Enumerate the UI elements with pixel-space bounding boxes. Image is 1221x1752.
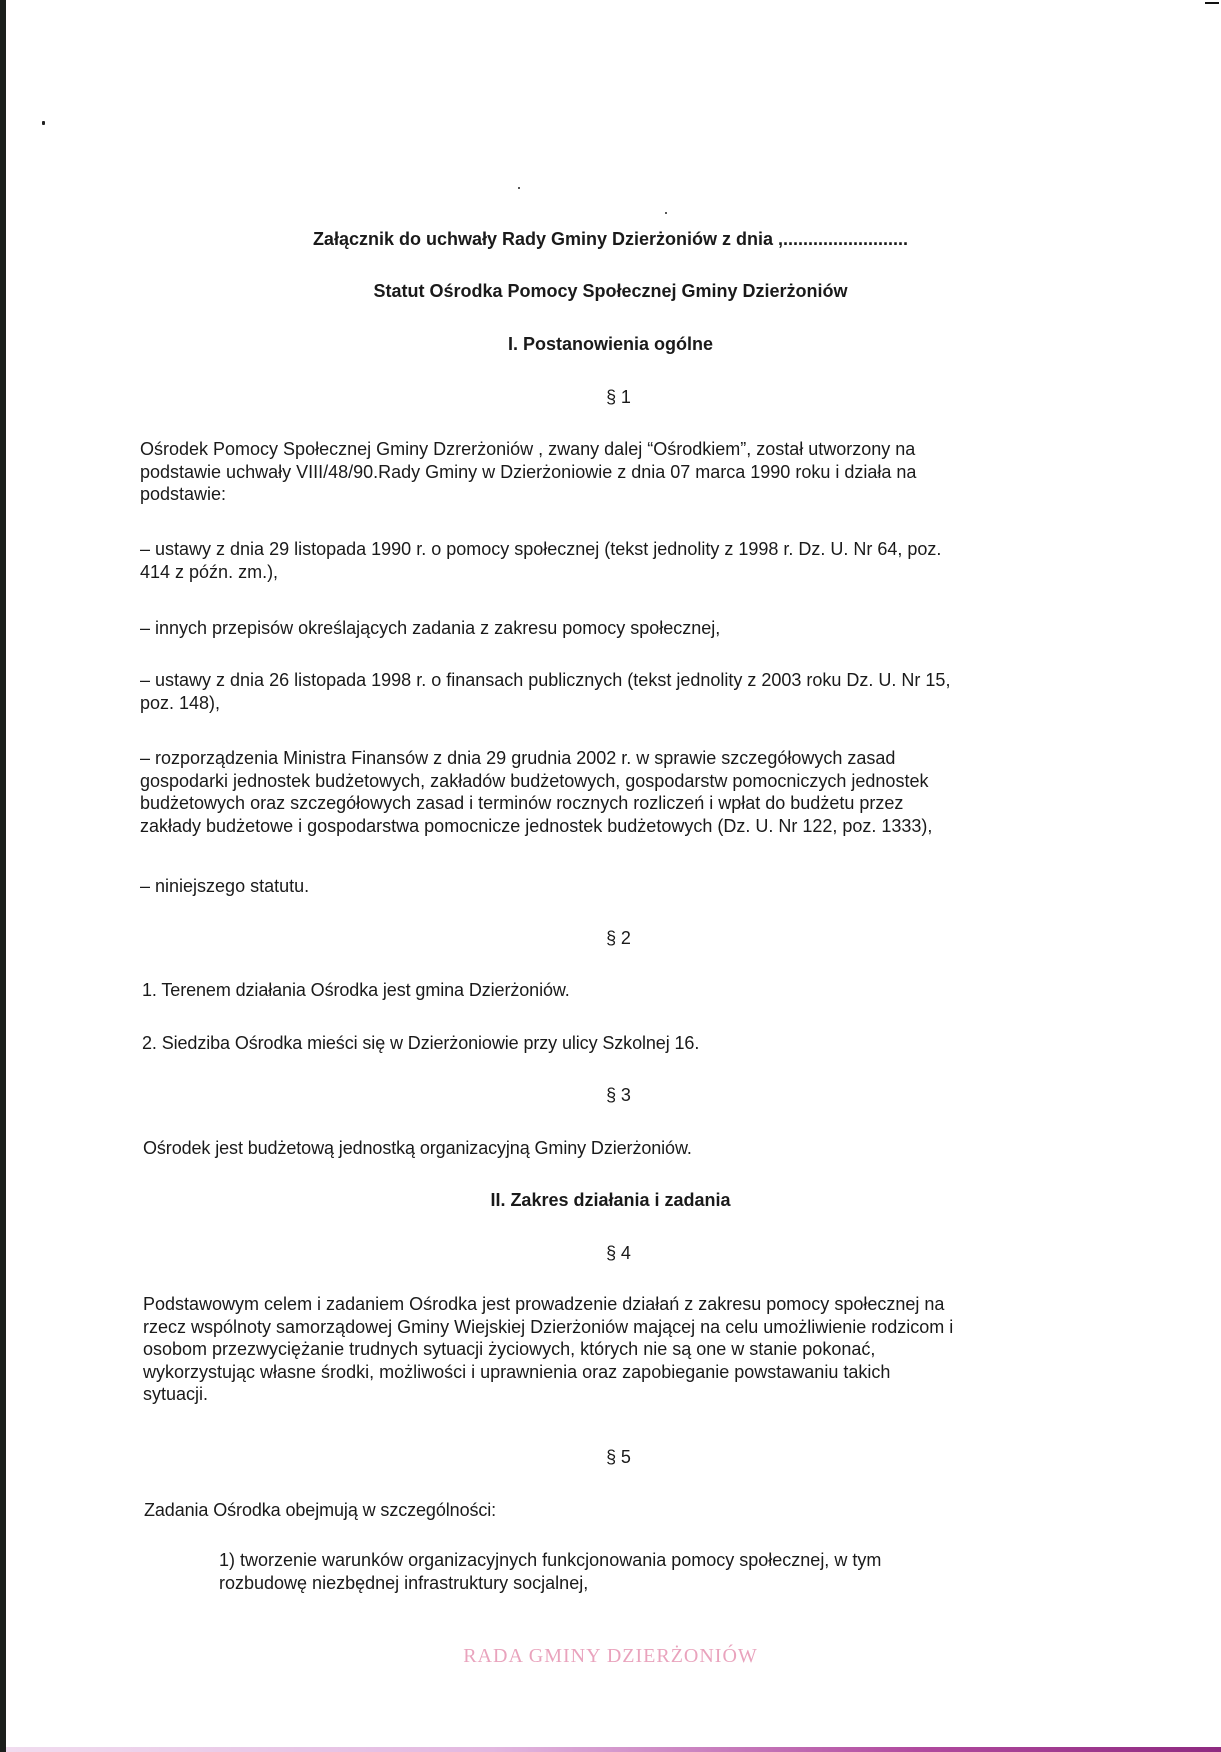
paragraph-line: gospodarki jednostek budżetowych, zakładów budżetowych, gospodarstw pomocniczych jednostek: [140, 770, 929, 791]
paragraph-line: podstawie:: [140, 484, 227, 504]
scan-speck: [42, 121, 45, 125]
paragraph-line: Podstawowym celem i zadaniem Ośrodka jest prowadzenie działań z zakresu pomocy społecznej na: [143, 1294, 945, 1314]
paragraph-line: – rozporządzenia Ministra Finansów z dnia 29 grudnia 2002 r. w sprawie szczegółowych zasad: [140, 748, 896, 768]
paragraph-line: rozbudowę niezbędnej infrastruktury socjalnej,: [219, 1572, 589, 1593]
paragraph-line: podstawie uchwały VIII/48/90.Rady Gminy w Dzierżoniowie z dnia 07 marca 1990 roku i działa na: [140, 461, 917, 482]
section-mark: § 5: [606, 1447, 631, 1467]
chapter-heading: I. Postanowienia ogólne: [507, 334, 714, 354]
section-2-item: 1. Terenem działania Ośrodka jest gmina Dzierżoniów.: [142, 980, 570, 1000]
scan-border-left: [0, 0, 6, 1752]
paragraph-line: Ośrodek Pomocy Społecznej Gminy Dzrerżoniów , zwany dalej “Ośrodkiem”, został utworzony na: [140, 439, 916, 459]
paragraph-line: – ustawy z dnia 26 listopada 1998 r. o finansach publicznych (tekst jednolity z 2003 roku Dz. U. Nr 15,: [140, 670, 951, 690]
section-mark: § 2: [606, 928, 631, 948]
task-item: [219, 1549, 881, 1594]
paragraph-line: 414 z późn. zm.),: [140, 561, 279, 582]
legal-basis-item: [140, 617, 720, 640]
legal-basis-item: [140, 875, 309, 898]
section-2-item: 2. Siedziba Ośrodka mieści się w Dzierżoniowie przy ulicy Szkolnej 16.: [142, 1033, 700, 1053]
paragraph-line: wykorzystując własne środki, możliwości i uprawnienia oraz zapobieganie powstawaniu takich: [143, 1361, 891, 1382]
paragraph-line: – niniejszego statutu.: [140, 876, 310, 896]
legal-basis-item: [140, 747, 932, 837]
paragraph-line: zakłady budżetowe i gospodarstwa pomocnicze jednostek budżetowych (Dz. U. Nr 122, poz. 1333),: [140, 815, 933, 836]
section-mark: § 3: [606, 1085, 631, 1105]
paragraph-line: poz. 148),: [140, 692, 221, 713]
section-1-intro: [140, 438, 916, 506]
paragraph-line: rzecz wspólnoty samorządowej Gminy Wiejskiej Dzierżoniów mającej na celu umożliwienie rodzicom i: [143, 1316, 954, 1337]
scan-mark: [1205, 2, 1219, 4]
section-5-intro: Zadania Ośrodka obejmują w szczególności:: [144, 1500, 497, 1520]
council-stamp: RADA GMINY DZIERŻONIÓW: [463, 1645, 758, 1667]
statute-title: Statut Ośrodka Pomocy Społecznej Gminy Dzierżoniów: [373, 281, 848, 301]
legal-basis-item: [140, 538, 941, 583]
scan-speck: [518, 187, 520, 189]
section-mark: § 1: [606, 387, 631, 407]
chapter-heading: II. Zakres działania i zadania: [490, 1190, 731, 1210]
section-4-text: [143, 1293, 953, 1406]
section-mark: § 4: [606, 1243, 631, 1263]
section-3-text: Ośrodek jest budżetową jednostką organizacyjną Gminy Dzierżoniów.: [143, 1138, 692, 1158]
scan-speck: [665, 212, 667, 214]
paragraph-line: budżetowych oraz szczegółowych zasad i terminów rocznych rozliczeń i wpłat do budżetu przez: [140, 793, 904, 813]
paragraph-line: – innych przepisów określających zadania z zakresu pomocy społecznej,: [140, 618, 721, 638]
paragraph-line: sytuacji.: [143, 1384, 209, 1404]
legal-basis-item: [140, 669, 950, 714]
annex-title: Załącznik do uchwały Rady Gminy Dzierżoniów z dnia ,.........................: [312, 229, 909, 249]
paragraph-line: – ustawy z dnia 29 listopada 1990 r. o pomocy społecznej (tekst jednolity z 1998 r. Dz. U. Nr 64, poz.: [140, 539, 942, 559]
paragraph-line: osobom przezwyciężanie trudnych sytuacji życiowych, których nie są one w stanie pokonać,: [143, 1339, 876, 1359]
paragraph-line: 1) tworzenie warunków organizacyjnych funkcjonowania pomocy społecznej, w tym: [219, 1550, 882, 1570]
scan-border-bottom: [6, 1747, 1221, 1752]
